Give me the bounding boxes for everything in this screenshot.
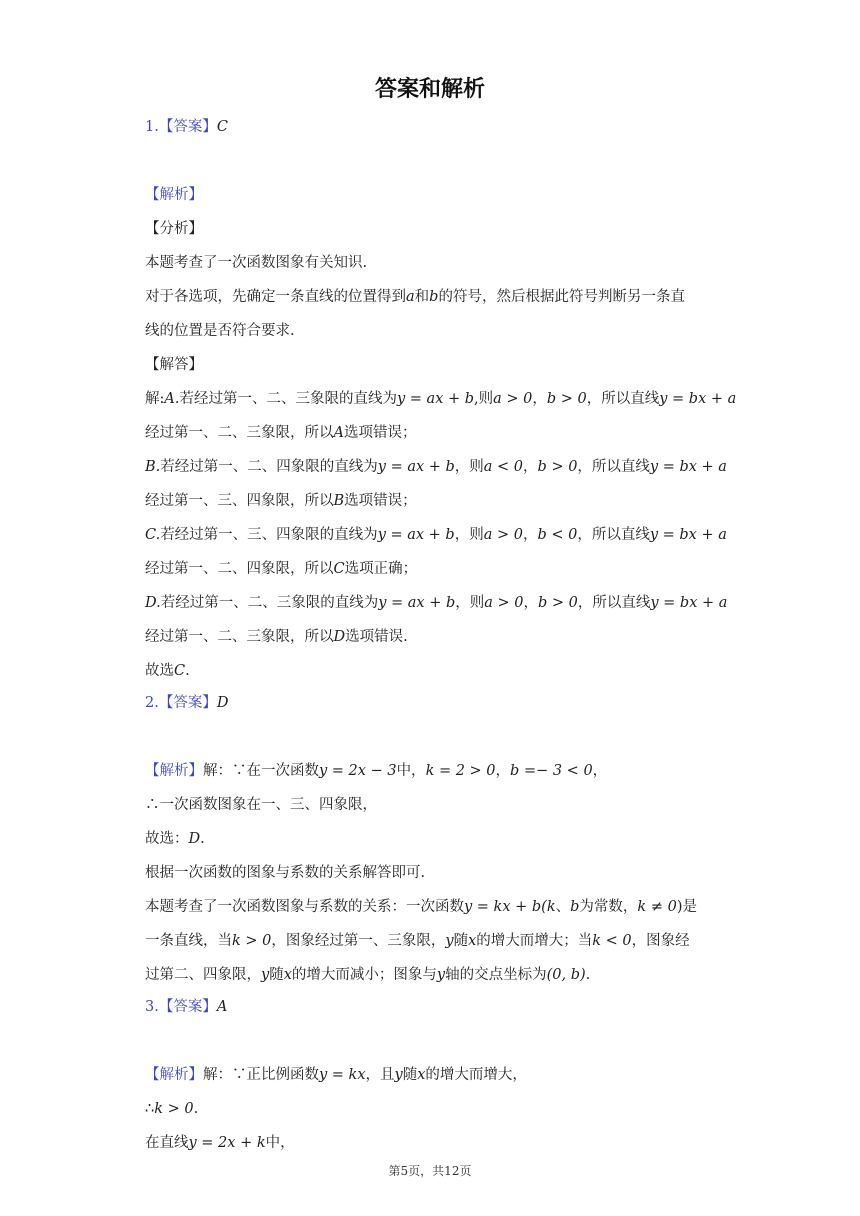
text-segment: B.	[145, 459, 161, 475]
text-segment: 的增大而增大；当	[476, 933, 593, 949]
math-expression: k > 0	[232, 933, 272, 949]
section-label: 3.【答案】	[145, 999, 217, 1015]
section-label: 2.【答案】	[145, 695, 217, 711]
text-line	[145, 185, 203, 205]
math-expression: y = ax + b	[396, 391, 475, 407]
text-line	[145, 693, 228, 713]
page-footer: 第5页，共12页	[388, 1164, 472, 1178]
text-line	[145, 389, 736, 409]
text-segment: 选项错误.	[345, 629, 408, 645]
text-segment: ∴一次函数图象在一、三、四象限，	[145, 797, 377, 813]
math-expression: b > 0	[546, 391, 587, 407]
text-line	[145, 593, 727, 613]
text-line	[145, 1133, 295, 1153]
math-expression: y = kx	[319, 1067, 366, 1083]
text-segment: 在直线	[145, 1135, 189, 1151]
math-expression: y = bx + a	[659, 391, 737, 407]
text-segment: 经过第一、二、四象限，所以	[145, 561, 334, 577]
section-label: 1.【答案】	[145, 119, 217, 135]
text-segment: 【解答】	[145, 357, 203, 373]
text-segment: ,则	[474, 391, 494, 407]
text-segment: ，所以直线	[586, 391, 660, 407]
text-segment: x	[417, 1067, 426, 1083]
text-line	[145, 253, 367, 273]
text-segment: A	[333, 425, 344, 441]
text-line	[145, 525, 727, 545]
text-line	[145, 219, 203, 239]
text-segment: 解:	[145, 391, 165, 407]
text-segment: C	[333, 561, 345, 577]
text-segment: .	[585, 967, 591, 983]
section-label: 【解析】	[145, 1067, 203, 1083]
text-segment: 若经过第一、二、三象限的直线为	[160, 595, 379, 611]
text-segment: 若经过第一、三、四象限的直线为	[160, 527, 378, 543]
math-expression: y = 2x − 3	[319, 763, 397, 779]
text-segment: 经过第一、二、三象限，所以	[145, 425, 334, 441]
text-segment: 解：∵正比例函数	[203, 1067, 319, 1083]
text-line	[145, 897, 697, 917]
text-segment: 线的位置是否符合要求.	[145, 323, 295, 339]
text-segment: D	[188, 831, 201, 847]
text-segment: 为常数，	[579, 899, 638, 915]
text-segment: A.	[164, 391, 180, 407]
text-segment: 和	[414, 289, 430, 305]
text-segment: .	[200, 831, 205, 847]
text-segment: 对于各选项，先确定一条直线的位置得到	[145, 289, 406, 305]
text-segment: ，所以直线	[577, 527, 650, 543]
math-expression: a > 0	[483, 527, 523, 543]
text-segment: 若经过第一、二、四象限的直线为	[160, 459, 378, 475]
text-line	[145, 287, 685, 307]
math-expression: y = ax + b	[378, 595, 456, 611]
text-segment: )是	[676, 899, 697, 915]
text-segment: y	[394, 1067, 403, 1083]
text-segment: ，则	[454, 527, 484, 543]
text-segment: x	[468, 933, 477, 949]
text-line	[145, 863, 425, 883]
text-line	[145, 931, 690, 951]
text-segment: 过第二、四象限，	[145, 967, 261, 983]
text-segment: 一条直线，当	[145, 933, 232, 949]
text-segment: ，且	[365, 1067, 395, 1083]
text-segment: ，	[592, 763, 608, 779]
text-segment: D.	[145, 595, 161, 611]
math-expression: k ≠ 0	[637, 899, 677, 915]
math-expression: y = ax + b	[377, 527, 455, 543]
text-segment: C	[216, 119, 228, 135]
text-segment: 经过第一、三、四象限，所以	[145, 493, 334, 509]
text-segment: 随	[269, 967, 284, 983]
text-segment: A	[216, 999, 228, 1015]
math-expression: k < 0	[592, 933, 632, 949]
text-segment: 选项正确；	[344, 561, 418, 577]
text-line	[145, 457, 727, 477]
text-line	[145, 559, 417, 579]
text-line	[145, 355, 203, 375]
text-segment: .	[193, 1101, 199, 1117]
text-line	[145, 627, 408, 647]
text-segment: 根据一次函数的图象与系数的关系解答即可.	[145, 865, 426, 881]
text-line	[145, 321, 295, 341]
text-segment: ∴	[145, 1101, 155, 1117]
text-segment: 【分析】	[145, 221, 203, 237]
text-segment: y	[436, 967, 446, 983]
text-segment: 的增大而增大，	[425, 1067, 527, 1083]
text-segment: 中，	[396, 763, 426, 779]
text-line	[145, 423, 416, 443]
math-expression: y = bx + a	[649, 459, 727, 475]
text-segment: D	[216, 695, 229, 711]
section-label: 【解析】	[145, 763, 203, 779]
text-line	[145, 761, 607, 781]
text-segment: ，则	[454, 459, 484, 475]
text-segment: 本题考查了一次函数图象有关知识.	[145, 255, 368, 271]
text-segment: ，	[532, 391, 547, 407]
text-line	[145, 997, 227, 1017]
text-segment: 选项错误；	[344, 493, 417, 509]
text-segment: 经过第一、二、三象限，所以	[145, 629, 334, 645]
text-segment: 轴的交点坐标为	[445, 967, 547, 983]
text-segment: b	[570, 899, 580, 915]
text-segment: ，所以直线	[577, 595, 651, 611]
text-segment: ，则	[455, 595, 485, 611]
math-expression: b =− 3 < 0	[510, 763, 593, 779]
text-segment: 若经过第一、二、三象限的直线为	[179, 391, 397, 407]
text-segment: y	[445, 933, 454, 949]
text-segment: x	[283, 967, 292, 983]
text-segment: 选项错误；	[343, 425, 417, 441]
math-expression: y = 2x + k	[188, 1135, 266, 1151]
text-segment: 解：∵在一次函数	[203, 763, 319, 779]
math-expression: k > 0	[154, 1101, 194, 1117]
text-segment: ，	[522, 527, 538, 543]
text-segment: 故选	[145, 663, 174, 679]
text-line	[145, 1099, 198, 1119]
text-segment: ，图象经	[631, 933, 690, 949]
text-line	[145, 1065, 527, 1085]
text-segment: ，	[495, 763, 511, 779]
math-expression: b > 0	[537, 459, 578, 475]
page-title: 答案和解析	[374, 77, 485, 102]
text-segment: C	[174, 663, 186, 679]
text-segment: .	[185, 663, 190, 679]
text-segment: ，图象经过第一、三象限，	[271, 933, 446, 949]
text-segment: B	[333, 493, 345, 509]
text-segment: 中，	[265, 1135, 295, 1151]
text-segment: C.	[145, 527, 161, 543]
math-expression: a > 0	[493, 391, 533, 407]
text-segment: 故选：	[145, 831, 189, 847]
text-segment: b	[429, 289, 439, 305]
text-segment: 本题考查了一次函数图象与系数的关系：一次函数	[145, 899, 464, 915]
text-line	[145, 491, 417, 511]
text-line	[145, 965, 590, 985]
section-label: 【解析】	[145, 187, 203, 203]
math-expression: y = bx + a	[649, 527, 727, 543]
math-expression: k = 2 > 0	[425, 763, 496, 779]
math-expression: y = ax + b	[377, 459, 455, 475]
text-line	[145, 795, 377, 815]
math-expression: a > 0	[484, 595, 524, 611]
math-expression: (0, b)	[546, 967, 586, 983]
math-expression: y = kx + b(k	[464, 899, 556, 915]
text-segment: 随	[402, 1067, 418, 1083]
math-expression: b > 0	[538, 595, 578, 611]
text-segment: 随	[453, 933, 469, 949]
text-segment: 的增大而减小；图象与	[291, 967, 437, 983]
text-line	[145, 117, 228, 137]
math-expression: y = bx + a	[650, 595, 728, 611]
text-segment: 的符号，然后根据此符号判断另一条直	[438, 289, 685, 305]
text-segment: D	[333, 629, 346, 645]
math-expression: b < 0	[537, 527, 578, 543]
text-segment: ，	[523, 459, 538, 475]
text-segment: y	[261, 967, 270, 983]
text-segment: ，	[523, 595, 538, 611]
math-expression: a < 0	[483, 459, 524, 475]
text-segment: ，所以直线	[577, 459, 650, 475]
text-line	[145, 661, 190, 681]
text-segment: a	[406, 289, 415, 305]
text-line	[145, 829, 205, 849]
text-segment: 、	[555, 899, 571, 915]
